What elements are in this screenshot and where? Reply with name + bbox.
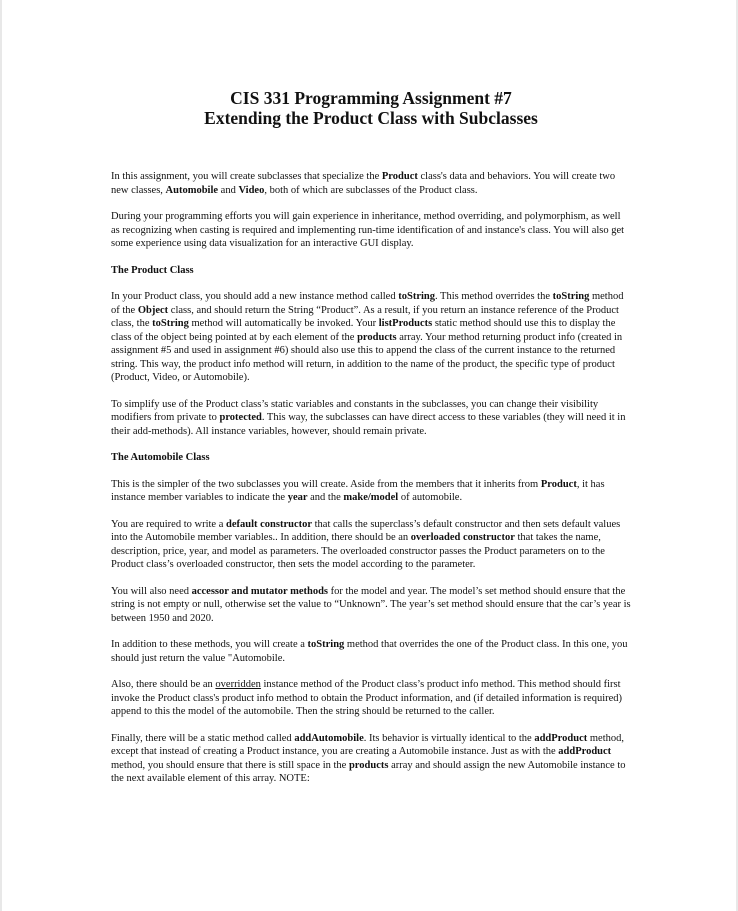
product-tostring-paragraph: In your Product class, you should add a new instance method called toString. This method overrides the toString method of the Object class, and should return the String “Product”. As a result, if you return an instance reference of the Product class, the toString method will automatically be invoked. Your listProducts static method should use this to display the class of the object being pointed at by each element of the products array. Your method returning product info (created in assignment #5 and used in assignment #6) should also use this to append the class of the current instance to the returned string. This way, the product info method will return, in addition to the name of the product, the specific type of product (Product, Video, or Automobile). xyxy=(111,291,624,383)
document-subtitle: Extending the Product Class with Subclasses xyxy=(204,108,538,128)
document-title: CIS 331 Programming Assignment #7 xyxy=(230,88,512,108)
constructor-paragraph: You are required to write a default constructor that calls the superclass’s default constructor and then sets default values into the Automobile member variables.. In addition, there should be an overloaded constructor that takes the name, description, price, year, and model as parameters. The overloaded constructor passes the Product parameters on to the Product class’s overloaded constructor, then sets the model according to the parameter. xyxy=(111,518,621,570)
document-body xyxy=(111,82,631,799)
section-heading-automobile: The Automobile Class xyxy=(111,452,210,463)
overridden-paragraph: Also, there should be an overridden instance method of the Product class’s product info method. This method should first invoke the Product class's product info method to obtain the Product information, and (if detailed information is required) append to this the model of the automobile. Then the string should be returned to the caller. xyxy=(111,679,623,717)
add-automobile-paragraph: Finally, there will be a static method called addAutomobile. Its behavior is virtually identical to the addProduct method, except that instead of creating a Product instance, you are creating a Automobile instance. Just as with the addProduct method, you should ensure that there is still space in the products array and should assign the new Automobile instance to the next available element of this array. NOTE: xyxy=(111,732,626,784)
experience-paragraph: During your programming efforts you will gain experience in inheritance, method overriding, and polymorphism, as well as recognizing when casting is required and implementing run-time identification of and instance's class. You will also get some experience using data visualization for an interactive GUI display. xyxy=(111,211,625,249)
accessor-paragraph: You will also need accessor and mutator methods for the model and year. The model’s set method should ensure that the string is not empty or null, otherwise set the value to “Unknown”. The year’s set method should ensure that the car’s year is between 1950 and 2020. xyxy=(111,585,631,624)
title-block xyxy=(111,82,631,128)
automobile-intro-paragraph: This is the simpler of the two subclasses you will create. Aside from the members that it inherits from Product, it has instance member variables to indicate the year and the make/model of automobile. xyxy=(111,478,605,503)
protected-paragraph: To simplify use of the Product class’s static variables and constants in the subclasses, you can change their visibility modifiers from private to protected. This way, the subclasses can have direct access to these variables (they will need it in their add-methods). All instance variables, however, should remain private. xyxy=(111,398,626,437)
section-heading-product: The Product Class xyxy=(111,264,194,276)
automobile-tostring-paragraph: In addition to these methods, you will create a toString method that overrides the one of the Product class. In this one, you should just return the value "Automobile. xyxy=(111,639,628,664)
page-border-left xyxy=(0,0,2,911)
intro-paragraph: In this assignment, you will create subclasses that specialize the Product class's data and behaviors. You will create two new classes, Automobile and Video, both of which are subclasses of the Product class. xyxy=(111,171,616,196)
